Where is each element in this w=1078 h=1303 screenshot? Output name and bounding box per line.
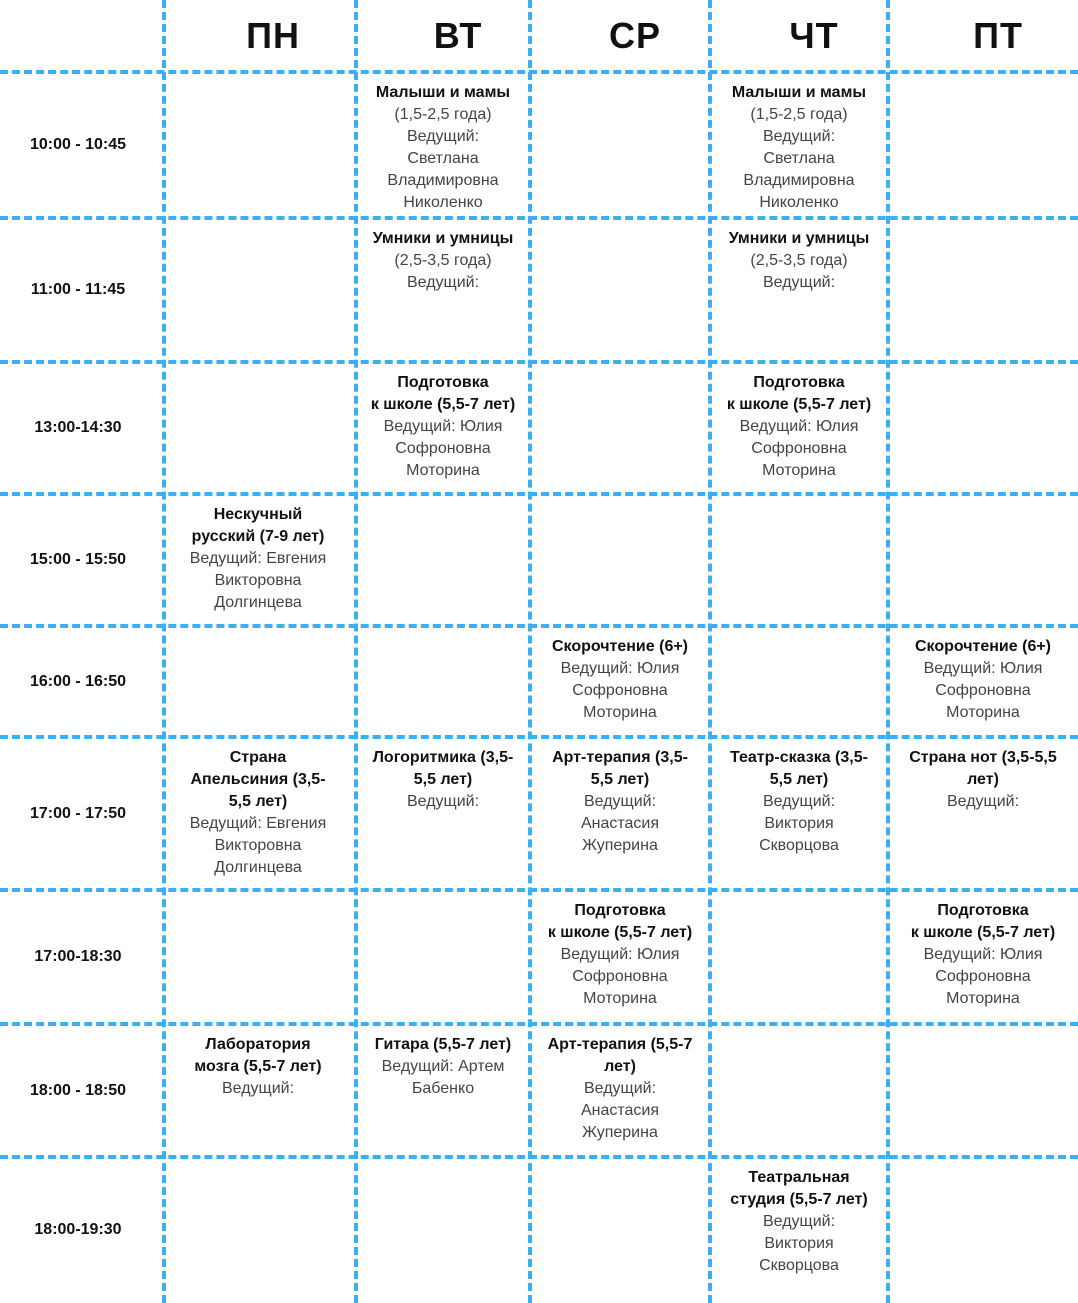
- class-details: Ведущий:: [946, 793, 1020, 810]
- day-header: ВТ: [433, 15, 483, 56]
- class-title: Логоритмика (3,5- 5,5 лет): [372, 749, 514, 788]
- class-entry: [358, 82, 528, 214]
- class-entry: [532, 636, 708, 724]
- class-details: Ведущий: Юлия Софроновна Моторина: [560, 660, 680, 721]
- class-entry: [162, 747, 354, 879]
- time-slot-label: 11:00 - 11:45: [30, 281, 126, 298]
- class-title: Арт-терапия (5,5-7 лет): [547, 1036, 693, 1075]
- class-title: Страна нот (3,5-5,5 лет): [909, 749, 1057, 788]
- time-slot-label: 18:00 - 18:50: [29, 1081, 127, 1099]
- class-details: Ведущий: Анастасия Жуперина: [580, 1080, 660, 1141]
- class-title: Подготовка к школе (5,5-7 лет): [726, 374, 872, 413]
- class-title: Гитара (5,5-7 лет): [374, 1036, 512, 1053]
- day-header: ЧТ: [789, 15, 839, 56]
- class-entry: [712, 1167, 886, 1277]
- class-details: Ведущий: Юлия Софроновна Моторина: [383, 418, 503, 479]
- class-details: Ведущий: Евгения Викторовна Долгинцева: [189, 550, 327, 611]
- class-title: Скорочтение (6+): [914, 638, 1052, 655]
- class-title: Нескучный русский (7-9 лет): [191, 506, 325, 545]
- class-details: Ведущий: Юлия Софроновна Моторина: [560, 946, 680, 1007]
- class-title: Подготовка к школе (5,5-7 лет): [370, 374, 516, 413]
- class-details: Ведущий:: [221, 1080, 295, 1097]
- class-details: (1,5-2,5 года) Ведущий: Светлана Владимировна Николенко: [387, 106, 499, 211]
- class-entry: [532, 747, 708, 857]
- class-entry: [358, 228, 528, 294]
- class-entry: [712, 228, 886, 294]
- class-title: Подготовка к школе (5,5-7 лет): [910, 902, 1056, 941]
- class-entry: [712, 372, 886, 482]
- time-slot-label: 18:00-19:30: [34, 1221, 122, 1238]
- class-entry: [890, 900, 1076, 1010]
- class-details: Ведущий: Юлия Софроновна Моторина: [923, 946, 1043, 1007]
- class-title: Умники и умницы: [372, 230, 514, 247]
- class-entry: [162, 504, 354, 614]
- time-slot-label: 17:00 - 17:50: [29, 804, 127, 822]
- class-details: Ведущий:: [406, 793, 480, 810]
- class-title: Умники и умницы: [728, 230, 870, 247]
- time-slot-label: 10:00 - 10:45: [29, 136, 127, 153]
- day-header: СР: [608, 15, 661, 56]
- class-details: (1,5-2,5 года) Ведущий: Светлана Владимировна Николенко: [743, 106, 855, 211]
- class-details: Ведущий: Виктория Скворцова: [759, 793, 839, 854]
- class-details: Ведущий: Юлия Софроновна Моторина: [923, 660, 1043, 721]
- class-title: Скорочтение (6+): [551, 638, 689, 655]
- class-details: (2,5-3,5 года) Ведущий:: [394, 252, 492, 291]
- class-entry: [712, 747, 886, 857]
- class-title: Подготовка к школе (5,5-7 лет): [547, 902, 693, 941]
- day-header: ПТ: [973, 15, 1023, 56]
- class-details: Ведущий: Евгения Викторовна Долгинцева: [189, 815, 327, 876]
- class-details: Ведущий: Артем Бабенко: [381, 1058, 505, 1097]
- class-title: Малыши и мамы: [375, 84, 511, 101]
- class-entry: [890, 747, 1076, 813]
- class-details: Ведущий: Юлия Софроновна Моторина: [739, 418, 859, 479]
- class-title: Лаборатория мозга (5,5-7 лет): [194, 1036, 322, 1075]
- class-entry: [712, 82, 886, 214]
- time-slot-label: 16:00 - 16:50: [29, 672, 127, 690]
- class-entry: [162, 1034, 354, 1100]
- class-entry: [358, 372, 528, 482]
- class-details: (2,5-3,5 года) Ведущий:: [750, 252, 848, 291]
- class-title: Страна Апельсиния (3,5- 5,5 лет): [190, 749, 326, 810]
- class-title: Театральная студия (5,5-7 лет): [730, 1169, 868, 1208]
- class-entry: [532, 1034, 708, 1144]
- day-header: ПН: [246, 15, 300, 56]
- class-entry: [890, 636, 1076, 724]
- class-title: Малыши и мамы: [731, 84, 867, 101]
- class-entry: [358, 747, 528, 813]
- class-entry: [358, 1034, 528, 1100]
- class-title: Арт-терапия (3,5- 5,5 лет): [552, 749, 688, 788]
- class-entry: [532, 900, 708, 1010]
- grid-column-divider: [162, 0, 166, 1303]
- class-details: Ведущий: Анастасия Жуперина: [580, 793, 660, 854]
- time-slot-label: 15:00 - 15:50: [29, 551, 127, 568]
- time-slot-label: 13:00-14:30: [34, 419, 122, 436]
- class-title: Театр-сказка (3,5- 5,5 лет): [730, 749, 868, 788]
- time-slot-label: 17:00-18:30: [34, 948, 122, 965]
- class-details: Ведущий: Виктория Скворцова: [759, 1213, 839, 1274]
